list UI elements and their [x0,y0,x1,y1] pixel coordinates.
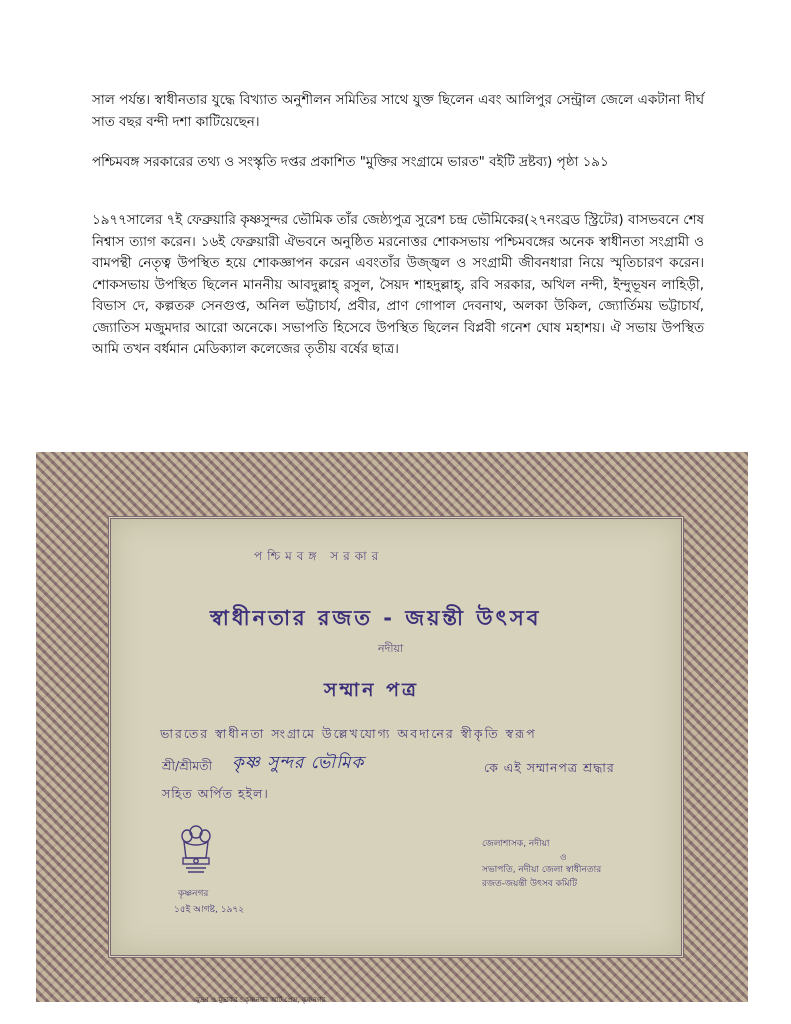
certificate-government: পশ্চিমবঙ্গ সরকার [254,549,384,563]
national-emblem-icon [176,822,216,878]
paragraph-3: ১৯৭৭সালের ৭ই ফেব্রুয়ারি কৃষ্ণসুন্দর ভৌমিক তাঁর জেষ্ঠ্যপুত্র সুরেশ চন্দ্র ভৌমিকের(২৭নংব্রড স্ট্রিটের) বাসভবনে শেষ নিশ্বাস ত্যাগ করেন। ১৬ই ফেব্রুয়ারী ঐভবনে অনুষ্ঠিত মরনোত্তর শোকসভায় পশ্চিমবঙ্গের অনেক স্বাধীনতা সংগ্রামী ও বামপন্থী নেতৃত্ব উপস্থিত হয়ে শোকজ্ঞাপন করেন এবংতাঁর উজ্জ্বল ও সংগ্রামী জীবনধারা নিয়ে স্মৃতিচারণ করেন। শোকসভায় উপস্থিত ছিলেন মাননীয় আবদুল্লাহ্ রসুল, সৈয়দ শাহদুল্লাহ্, রবি সরকার, অখিল নন্দী, ইন্দুভূষন লাহিড়ী, বিভাস দে, কল্পতরু সেনগুপ্ত, অনিল ভট্টাচার্য, প্রবীর, প্রাণ গোপাল দেবনাথ, অলকা উকিল, জ্যোর্তিময় ভট্টাচার্য, জ্যোতিস মজুমদার আরো অনেকে। সভাপতি হিসেবে উপস্থিত ছিলেন বিপ্লবী গনেশ ঘোষ মহাশয়। ঐ সভায় উপস্থিত আমি তখন বর্ধমান মেডিক্যাল কলেজের তৃতীয় বর্ষের ছাত্র। [92,213,704,357]
certificate-date: ১৫ই আগষ্ট, ১৯৭২ [174,905,245,915]
signature-and: ও [560,853,567,863]
certificate-place: কৃষ্ণনগর [178,889,209,899]
certificate-line-1: ভারতের স্বাধীনতা সংগ্রামে উল্লেখযোগ্য অবদানের স্বীকৃতি স্বরূপ [160,726,537,741]
signature-district-magistrate: জেলাশাসক, নদীয়া [482,839,550,849]
certificate-heading: সম্মান পত্র [324,679,419,701]
signature-chairman: সভাপতি, নদীয়া জেলা স্বাধীনতার [482,865,602,875]
certificate-line-3: সহিত অর্পিত হইল। [162,786,269,801]
certificate-recipient-name: কৃষ্ণ সুন্দর ভৌমিক [232,753,365,773]
certificate-line-2: কে এই সম্মানপত্র শ্রদ্ধার [484,760,615,775]
paragraph-2: পশ্চিমবঙ্গ সরকারের তথ্য ও সংস্কৃতি দপ্তর প্রকাশিত "মুক্তির সংগ্রামে ভারত" বইটি দ্রষ্টব্য) পৃষ্ঠা ১৯১ [92,155,609,170]
signature-committee: রজত-জয়ন্তী উৎসব কমিটি [482,879,577,889]
certificate-printer-line: মুদ্রণ ও মুদ্রাকর : কৃষ্ণনগর আর্ট প্রেস, কৃষ্ণনগর [196,996,326,1004]
paragraph-1: সাল পর্যন্ত। স্বাধীনতার যুদ্ধে বিখ্যাত অনুশীলন সমিতির সাথে যুক্ত ছিলেন এবং আলিপুর সেন্ট্রাল জেলে একটানা দীর্ঘ সাত বছর বন্দী দশা কাটিয়েছেন। [92,93,704,130]
certificate-title: স্বাধীনতার রজত - জয়ন্তী উৎসব [210,606,542,630]
certificate-district: নদীয়া [378,642,404,655]
certificate-honorific: শ্রী/শ্রীমতী [162,758,213,773]
